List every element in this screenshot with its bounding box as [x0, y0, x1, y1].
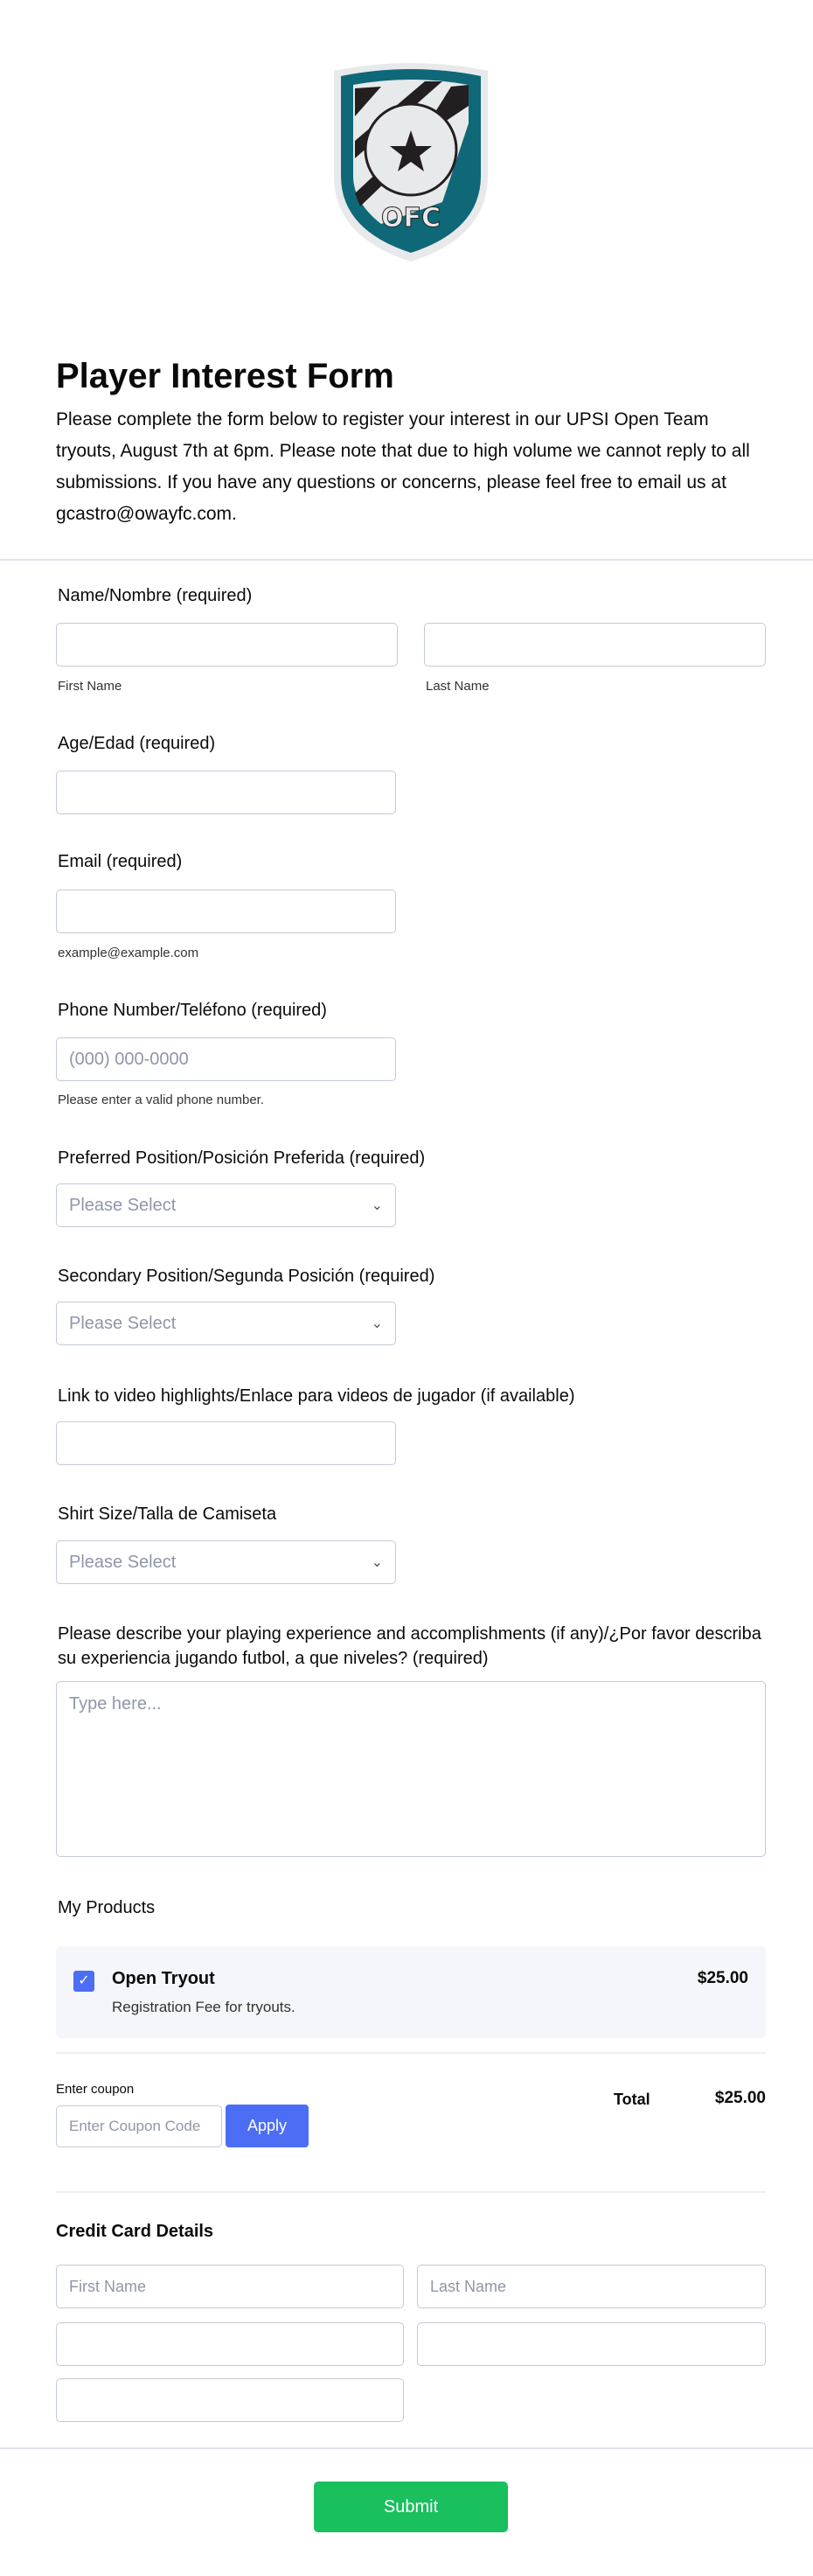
coupon-placeholder: Enter Coupon Code	[69, 2118, 201, 2134]
credit-card-heading: Credit Card Details	[56, 2222, 214, 2241]
shirt-size-select[interactable]	[56, 1540, 396, 1584]
coupon-input[interactable]	[56, 2105, 222, 2147]
select-value: Please Select	[69, 1552, 177, 1572]
product-checkbox[interactable]: ✓	[73, 1971, 94, 1992]
age-input[interactable]	[56, 771, 396, 814]
chevron-down-icon: ⌄	[371, 1555, 383, 1570]
divider	[0, 2447, 813, 2449]
product-description: Registration Fee for tryouts.	[112, 1999, 295, 2015]
products-heading: My Products	[58, 1898, 156, 1917]
card-last-name-input[interactable]	[417, 2265, 766, 2308]
divider	[56, 2052, 766, 2054]
card-expiry-input[interactable]	[56, 2378, 404, 2422]
svg-text:OFC: OFC	[380, 203, 441, 234]
phone-placeholder: (000) 000-0000	[69, 1049, 189, 1069]
product-name: Open Tryout	[112, 1969, 215, 1988]
phone-input[interactable]	[56, 1037, 396, 1081]
secondary-position-select[interactable]	[56, 1302, 396, 1345]
coupon-label: Enter coupon	[56, 2082, 135, 2097]
preferred-position-select[interactable]	[56, 1183, 396, 1227]
product-price: $25.00	[697, 1969, 748, 1987]
total-label: Total	[614, 2091, 650, 2108]
first-name-sublabel: First Name	[58, 679, 122, 694]
email-input[interactable]	[56, 890, 396, 933]
card-security-code-input[interactable]	[417, 2322, 766, 2366]
chevron-down-icon: ⌄	[371, 1198, 383, 1213]
shirt-size-label: Shirt Size/Talla de Camiseta	[58, 1504, 277, 1524]
email-label: Email (required)	[58, 852, 183, 871]
divider	[56, 2191, 766, 2193]
placeholder: First Name	[69, 2277, 147, 2295]
select-value: Please Select	[69, 1195, 177, 1215]
divider	[0, 559, 813, 561]
page-title: Player Interest Form	[56, 357, 394, 395]
age-label: Age/Edad (required)	[58, 734, 216, 753]
club-logo	[329, 62, 493, 263]
last-name-sublabel: Last Name	[426, 679, 490, 694]
card-number-input[interactable]	[56, 2322, 404, 2366]
placeholder: Last Name	[430, 2277, 507, 2295]
chevron-down-icon: ⌄	[371, 1316, 383, 1331]
form-description: Please complete the form below to register your interest in our UPSI Open Team tryouts, August 7th at 6pm. Please note that due to high volume we cannot reply to all submissions. If you have any questions or concerns, please feel free to email us at gcastro@owayfc.com.	[56, 409, 750, 524]
name-label: Name/Nombre (required)	[58, 586, 253, 605]
phone-label: Phone Number/Teléfono (required)	[58, 1001, 327, 1020]
textarea-placeholder: Type here...	[69, 1694, 162, 1714]
apply-coupon-button[interactable]: Apply	[226, 2105, 309, 2147]
card-first-name-input[interactable]	[56, 2265, 404, 2308]
secondary-position-label: Secondary Position/Segunda Posición (required)	[58, 1267, 435, 1286]
preferred-position-label: Preferred Position/Posición Preferida (required)	[58, 1148, 426, 1168]
experience-label: Please describe your playing experience and accomplishments (if any)/¿Por favor describa su experiencia jugando futbol, a que niveles? (required)	[58, 1624, 761, 1668]
product-item	[56, 1946, 766, 2038]
video-label: Link to video highlights/Enlace para videos de jugador (if available)	[58, 1386, 575, 1406]
submit-button[interactable]: Submit	[314, 2482, 508, 2532]
email-sublabel: example@example.com	[58, 946, 199, 960]
select-value: Please Select	[69, 1313, 177, 1333]
total-amount: $25.00	[714, 2089, 766, 2107]
phone-sublabel: Please enter a valid phone number.	[58, 1093, 264, 1107]
video-link-input[interactable]	[56, 1421, 396, 1465]
first-name-input[interactable]	[56, 623, 398, 667]
experience-textarea[interactable]	[56, 1681, 766, 1857]
last-name-input[interactable]	[424, 623, 766, 667]
